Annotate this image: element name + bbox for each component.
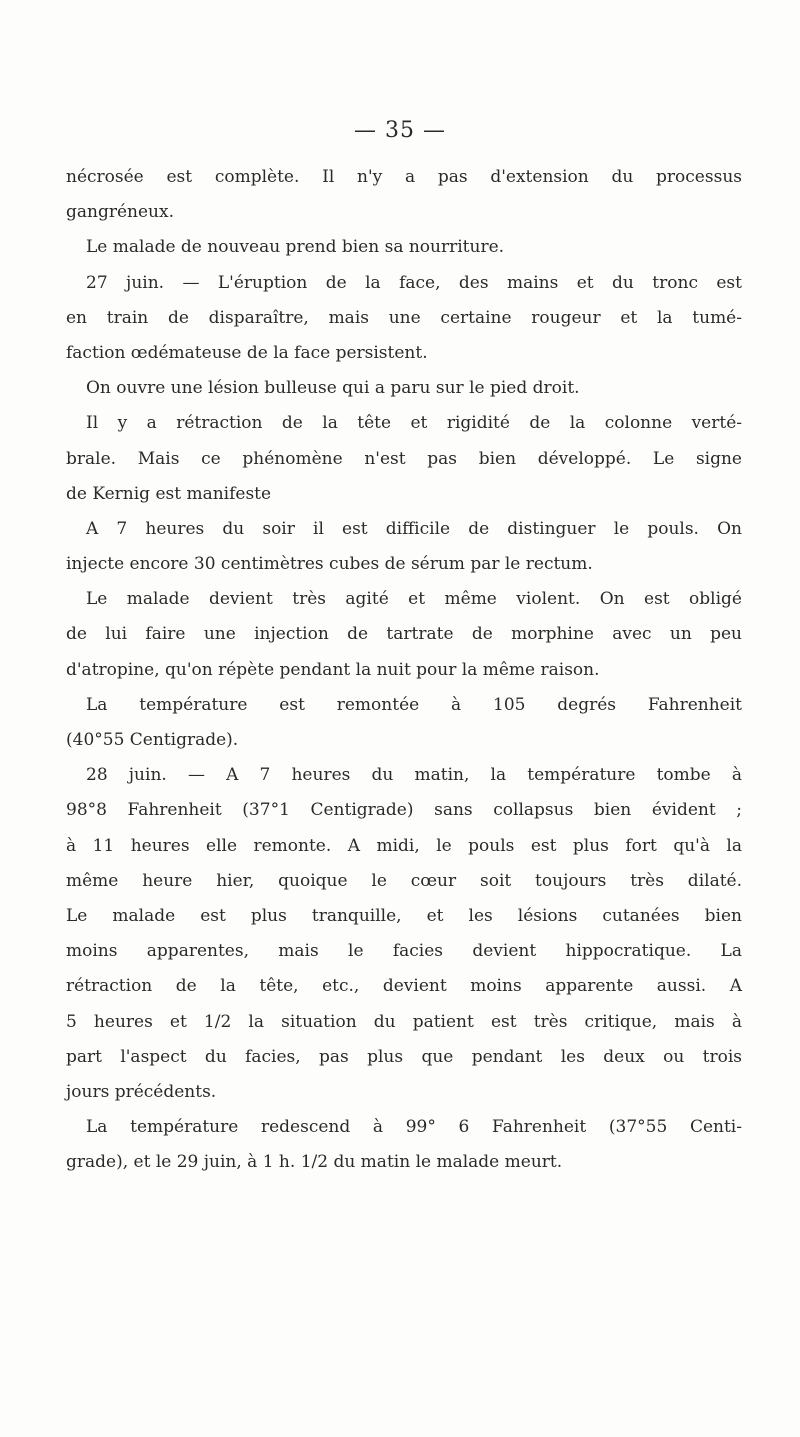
text-line: jours précédents.	[66, 1081, 217, 1102]
text-line: (40°55 Centigrade).	[66, 730, 239, 750]
text-line: à 11 heures elle remonte. A midi, le pouls est plus fort qu'à la	[66, 835, 742, 856]
text-line: Le malade de nouveau prend bien sa nourriture.	[86, 237, 505, 258]
text-line: d'atropine, qu'on répète pendant la nuit pour la même raison.	[66, 659, 600, 680]
text-line: Le malade devient très agité et même violent. On est obligé	[86, 589, 742, 610]
text-line: A 7 heures du soir il est difficile de distinguer le pouls. On	[86, 518, 742, 539]
text-line: Le malade est plus tranquille, et les lésions cutanées bien	[66, 905, 742, 926]
text-line: La température redescend à 99° 6 Fahrenheit (37°55 Centi-	[86, 1117, 742, 1138]
page-number: — 35 —	[354, 118, 446, 143]
body-text	[66, 160, 742, 1180]
text-line: moins apparentes, mais le facies devient hippocratique. La	[66, 941, 742, 962]
text-line: 28 juin. — A 7 heures du matin, la température tombe à	[86, 765, 742, 786]
text-line: injecte encore 30 centimètres cubes de sérum par le rectum.	[66, 554, 593, 575]
text-line: nécrosée est complète. Il n'y a pas d'extension du processus	[66, 167, 742, 187]
text-line: rétraction de la tête, etc., devient moins apparente aussi. A	[66, 976, 742, 997]
text-line: Il y a rétraction de la tête et rigidité de la colonne verté-	[86, 413, 742, 434]
text-line: 5 heures et 1/2 la situation du patient est très critique, mais à	[66, 1011, 742, 1032]
text-line: La température est remontée à 105 degrés Fahrenheit	[86, 694, 742, 715]
text-line: de Kernig est manifeste	[66, 483, 272, 504]
text-line: brale. Mais ce phénomène n'est pas bien développé. Le signe	[66, 448, 742, 469]
text-line: de lui faire une injection de tartrate de morphine avec un peu	[66, 624, 742, 645]
text-line: On ouvre une lésion bulleuse qui a paru sur le pied droit.	[86, 378, 580, 399]
text-line: en train de disparaître, mais une certaine rougeur et la tumé-	[66, 307, 742, 328]
text-line: gangréneux.	[66, 202, 174, 223]
text-line: faction œdémateuse de la face persistent.	[66, 342, 428, 363]
text-line: 27 juin. — L'éruption de la face, des mains et du tronc est	[86, 272, 742, 293]
text-line: grade), et le 29 juin, à 1 h. 1/2 du matin le malade meurt.	[66, 1152, 563, 1173]
text-line: même heure hier, quoique le cœur soit toujours très dilaté.	[66, 870, 742, 891]
text-line: 98°8 Fahrenheit (37°1 Centigrade) sans collapsus bien évident ;	[66, 800, 742, 821]
text-line: part l'aspect du facies, pas plus que pendant les deux ou trois	[66, 1046, 742, 1067]
